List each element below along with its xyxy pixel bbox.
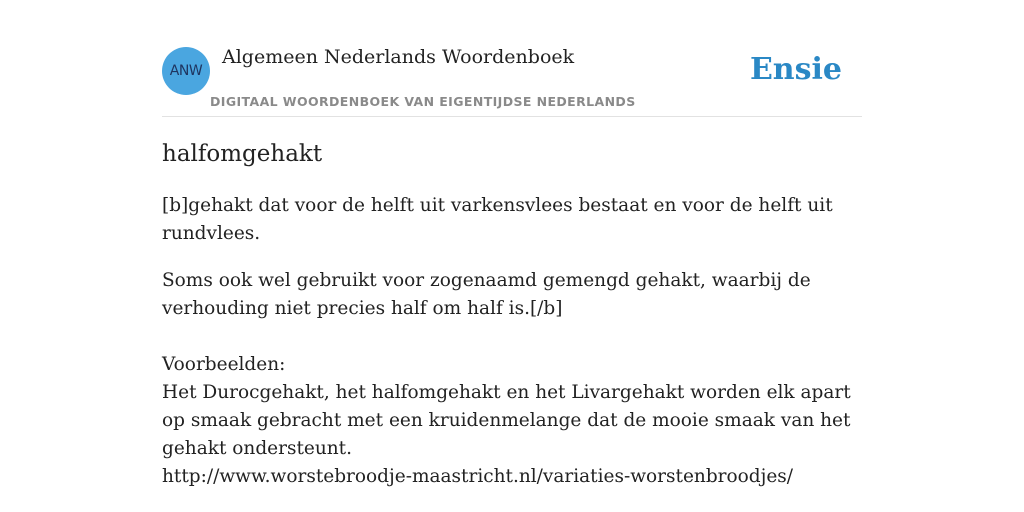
entry-term: halfomgehakt: [162, 141, 323, 167]
entry-content: [162, 138, 862, 491]
ensie-brand-logo[interactable]: Ensie: [749, 52, 842, 87]
definition-paragraph: [b]gehakt dat voor de helft uit varkensvlees bestaat en voor de helft uit rundvlees.: [162, 195, 833, 244]
definition-note: Soms ook wel gebruikt voor zogenaamd gemengd gehakt, waarbij de verhouding niet precies half om half is.[/b]: [162, 270, 811, 319]
site-header: [162, 0, 862, 117]
anw-logo[interactable]: ANW: [162, 47, 210, 95]
site-subtitle: DIGITAAL WOORDENBOEK VAN EIGENTIJDSE NEDERLANDS: [210, 94, 636, 109]
examples-label: Voorbeelden:: [162, 354, 286, 375]
examples-block: [162, 351, 862, 491]
example-source: http://www.worstebroodje-maastricht.nl/variaties-worstenbroodjes/: [162, 466, 794, 487]
example-text: Het Durocgehakt, het halfomgehakt en het Livargehakt worden elk apart op smaak gebracht met een kruidenmelange dat de mooie smaak van het gehakt ondersteunt.: [162, 382, 851, 459]
site-title[interactable]: Algemeen Nederlands Woordenboek: [222, 46, 575, 68]
